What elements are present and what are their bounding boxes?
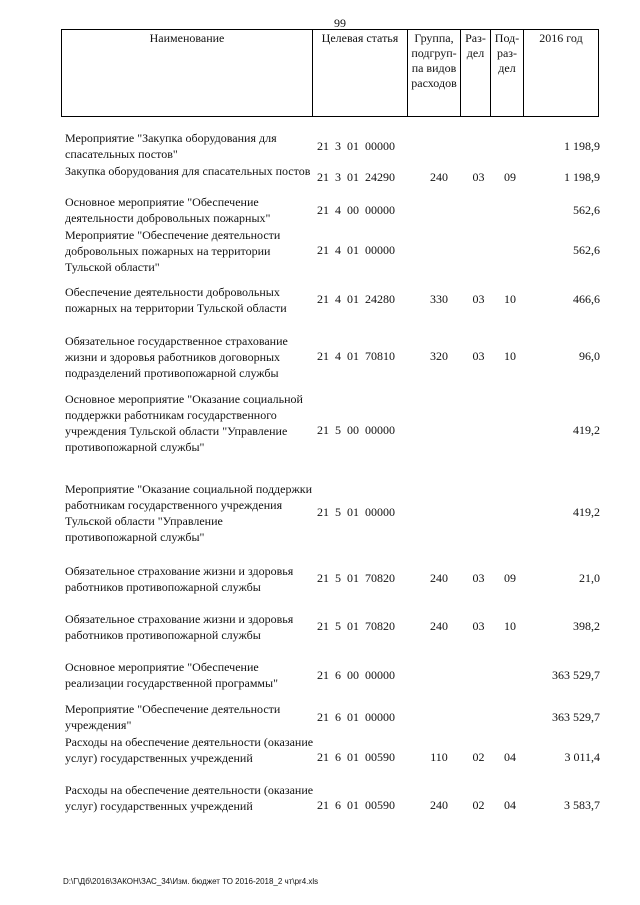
row-group: 330: [430, 292, 448, 306]
row-amount: 398,2: [573, 619, 600, 633]
row-subsection: 09: [504, 170, 516, 184]
row-amount: 21,0: [579, 571, 600, 585]
row-group: 110: [430, 750, 448, 764]
row-target: 21 6 01 00000: [317, 710, 395, 724]
row-amount: 562,6: [573, 203, 600, 217]
row-target: 21 5 00 00000: [317, 423, 395, 437]
row-target: 21 4 01 24280: [317, 292, 395, 306]
header-name: Наименование: [62, 30, 313, 117]
row-target: 21 5 01 70820: [317, 619, 395, 633]
row-amount: 3 583,7: [564, 798, 600, 812]
row-target: 21 6 00 00000: [317, 668, 395, 682]
row-group: 240: [430, 571, 448, 585]
file-path-footer: D:\Г\Дб\2016\ЗАКОН\ЗАС_34\Изм. бюджет ТО 2016-2018_2 чт\pr4.xls: [63, 877, 319, 886]
row-name: Мероприятие "Закупка оборудования для спасательных постов": [65, 131, 277, 161]
row-target: 21 6 01 00590: [317, 750, 395, 764]
row-amount: 3 011,4: [564, 750, 600, 764]
row-subsection: 09: [504, 571, 516, 585]
row-name: Закупка оборудования для спасательных постов: [65, 164, 311, 178]
row-subsection: 10: [504, 292, 516, 306]
row-amount: 1 198,9: [564, 139, 600, 153]
row-target: 21 4 00 00000: [317, 203, 395, 217]
header-year: 2016 год: [524, 30, 599, 117]
header-target: Целевая статья: [313, 30, 408, 117]
header-section: Раз-дел: [461, 30, 491, 117]
row-amount: 363 529,7: [552, 668, 600, 682]
row-amount: 1 198,9: [564, 170, 600, 184]
row-name: Обязательное страхование жизни и здоровья работников противопожарной службы: [65, 612, 294, 642]
row-name: Основное мероприятие "Обеспечение деятельности добровольных пожарных": [65, 195, 271, 225]
row-section: 03: [472, 571, 485, 585]
row-subsection: 10: [504, 349, 516, 363]
row-subsection: 04: [504, 750, 516, 764]
row-amount: 363 529,7: [552, 710, 600, 724]
row-section: 02: [472, 750, 485, 764]
row-name: Обязательное страхование жизни и здоровья работников противопожарной службы: [65, 564, 294, 594]
row-name: Основное мероприятие "Оказание социальной поддержки работникам государственного учреждения Тульской области "Управление противопожарной службы": [65, 392, 303, 454]
row-target: 21 6 01 00590: [317, 798, 395, 812]
row-subsection: 10: [504, 619, 516, 633]
row-target: 21 4 01 70810: [317, 349, 395, 363]
row-section: 03: [472, 292, 485, 306]
row-group: 240: [430, 619, 448, 633]
row-target: 21 5 01 00000: [317, 505, 395, 519]
row-name: Расходы на обеспечение деятельности (оказание услуг) государственных учреждений: [65, 783, 314, 813]
row-section: 03: [472, 170, 485, 184]
row-target: 21 5 01 70820: [317, 571, 395, 585]
row-group: 240: [430, 798, 448, 812]
row-amount: 466,6: [573, 292, 600, 306]
row-target: 21 3 01 24290: [317, 170, 395, 184]
row-section: 02: [472, 798, 485, 812]
row-group: 320: [430, 349, 448, 363]
row-target: 21 4 01 00000: [317, 243, 395, 257]
row-amount: 419,2: [573, 423, 600, 437]
header-group: Группа, подгруп-па видов расходов: [408, 30, 461, 117]
row-amount: 96,0: [579, 349, 600, 363]
row-name: Мероприятие "Обеспечение деятельности учреждения": [65, 702, 281, 732]
row-section: 03: [472, 619, 485, 633]
row-name: Обеспечение деятельности добровольных пожарных на территории Тульской области: [65, 285, 287, 315]
row-name: Основное мероприятие "Обеспечение реализации государственной программы": [65, 660, 278, 690]
row-subsection: 04: [504, 798, 516, 812]
row-name: Мероприятие "Оказание социальной поддержки работникам государственного учреждения Тульской области "Управление противопожарной службы": [65, 482, 313, 544]
row-amount: 562,6: [573, 243, 600, 257]
row-section: 03: [472, 349, 485, 363]
row-target: 21 3 01 00000: [317, 139, 395, 153]
row-name: Расходы на обеспечение деятельности (оказание услуг) государственных учреждений: [65, 735, 314, 765]
page-number: 99: [334, 16, 346, 30]
row-group: 240: [430, 170, 448, 184]
row-name: Мероприятие "Обеспечение деятельности добровольных пожарных на территории Тульской области": [65, 228, 281, 274]
row-name: Обязательное государственное страхование жизни и здоровья работников договорных подразделений противопожарной службы: [65, 334, 288, 380]
header-subsection: Под-раз-дел: [491, 30, 524, 117]
table-header: [61, 29, 599, 117]
row-amount: 419,2: [573, 505, 600, 519]
